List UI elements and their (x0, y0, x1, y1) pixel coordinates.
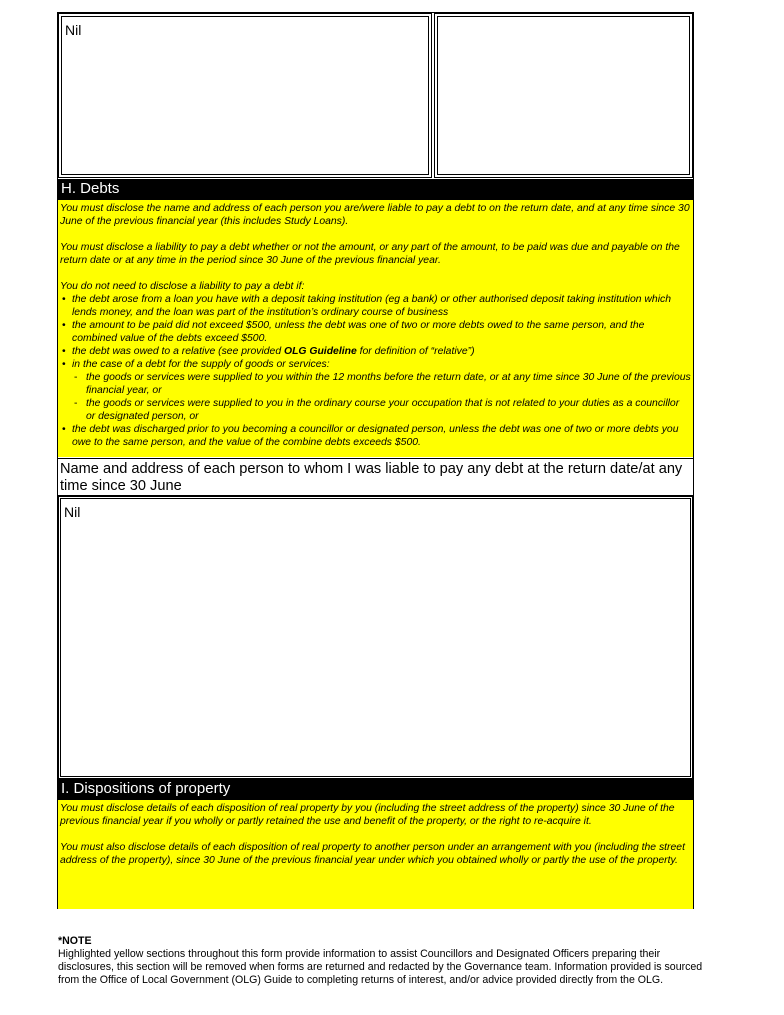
section-i-info-para2: You must also disclose details of each disposition of real property to another person under an arrangement with you (including the street address of the property), since 30 June of the previous financial year under which you obtained wholly or partly the use of the property. (60, 842, 685, 866)
section-i-info-para1: You must disclose details of each disposition of real property by you (including the street address of the property) since 30 June of the previous financial year if you wholly or partly retained the use and benefit of the property, or the right to re-acquire it. (60, 803, 675, 827)
previous-field-left-input[interactable] (61, 16, 429, 175)
section-h-info-para2: You must disclose a liability to pay a debt whether or not the amount, or any part of the amount, to be paid was due and payable on the return date or at any time in the period since 30 June of the previous financial year. (60, 242, 680, 266)
section-h-info-para3: You do not need to disclose a liability to pay a debt if: (60, 281, 305, 292)
olg-guideline-ref: OLG Guideline (283, 346, 357, 357)
section-i-title: I. Dispositions of property (58, 779, 693, 800)
list-item: • the amount to be paid did not exceed $500, unless the debt was one of two or more debts owed to the same person, and the combined value of the debts exceed $500. (60, 319, 691, 345)
previous-section-row (58, 13, 693, 178)
previous-field-right-input[interactable] (437, 16, 690, 175)
list-item: • the debt arose from a loan you have with a deposit taking institution (eg a bank) or other authorised deposit taking institution which lends money, and the loan was part of the institution’s ordinary course of business (60, 293, 691, 319)
section-i-info (58, 800, 693, 909)
debts-field-input[interactable] (60, 498, 691, 777)
list-item-text: the debt was owed to a relative (see provided (72, 346, 284, 357)
list-sub-item: - the goods or services were supplied to you within the 12 months before the return date, or at any time since 30 June of the previous financial year, or (60, 371, 691, 397)
previous-field-left-value: Nil (65, 22, 82, 38)
section-h-exemptions-list (60, 293, 691, 449)
previous-field-right (434, 13, 693, 178)
list-item-text: for definition of “relative”) (356, 346, 475, 357)
debts-field-value: Nil (64, 504, 81, 520)
debts-field-label: Name and address of each person to whom I was liable to pay any debt at the return date/at any time since 30 June (58, 458, 693, 496)
footnote (58, 935, 718, 987)
list-item: • in the case of a debt for the supply of goods or services: (60, 358, 691, 371)
list-item: • the debt was discharged prior to you becoming a councillor or designated person, unless the debt was one of two or more debts you owe to the same person, and the value of the combine debts exceeds $500. (60, 423, 691, 449)
list-item (60, 345, 691, 358)
footnote-title: *NOTE (58, 935, 92, 947)
footnote-text: Highlighted yellow sections throughout this form provide information to assist Councillors and Designated Officers preparing their disclosures, this section will be removed when forms are returned and redacted by the Governance team. Information provided is sourced from the Office of Local Government (OLG) Guide to completing returns of interest, and/or advice provided directly from the OLG. (58, 948, 703, 986)
previous-field-left (58, 13, 432, 178)
debts-field (58, 496, 693, 779)
section-h-title: H. Debts (58, 179, 693, 200)
section-h-info-para1: You must disclose the name and address of each person you are/were liable to pay a debt to on the return date, and at any time since 30 June of the previous financial year (this includes Study Loans). (60, 203, 690, 227)
list-sub-item: - the goods or services were supplied to you in the ordinary course your occupation that is not related to your duties as a councillor or designated person, or (60, 397, 691, 423)
section-h-info (58, 200, 693, 457)
